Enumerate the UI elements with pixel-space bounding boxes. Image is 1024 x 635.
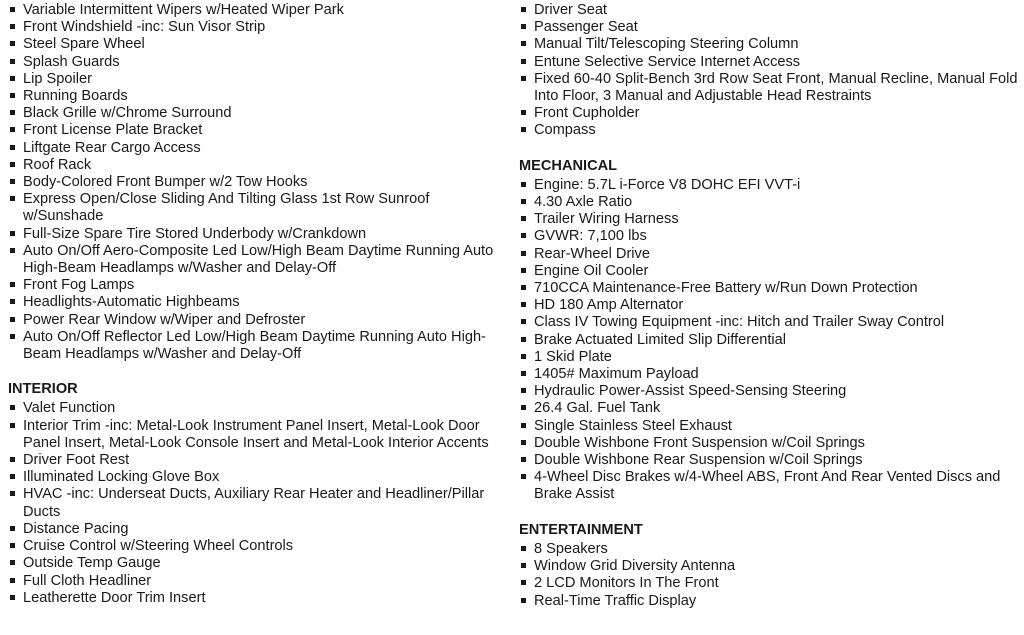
list-item-text: 710CCA Maintenance-Free Battery w/Run Down Protection [534,280,918,297]
list-item [8,88,508,105]
list-item-text: Cruise Control w/Steering Wheel Controls [23,538,294,555]
list-item-text: Liftgate Rear Cargo Access [23,139,201,156]
bullet-icon [10,491,15,496]
list-item-text: Front License Plate Bracket [23,122,203,139]
list-item-text: Front Cupholder [534,105,640,122]
list-item [8,521,508,538]
bullet-icon [521,440,526,445]
bullet-icon [521,388,526,393]
bullet-icon [10,7,15,12]
interior-list [8,400,508,606]
list-item [8,329,508,363]
bullet-icon [521,127,526,132]
list-item [519,246,1019,263]
bullet-icon [521,216,526,221]
bullet-icon [10,282,15,287]
list-item [519,575,1019,592]
list-item-text: Power Rear Window w/Wiper and Defroster [23,311,306,328]
bullet-icon [10,76,15,81]
list-item-text: Engine: 5.7L i-Force V8 DOHC EFI VVT-i [534,176,801,193]
list-item [8,555,508,572]
list-item-text: Brake Actuated Limited Slip Differential [534,331,787,348]
bullet-icon [10,41,15,46]
list-item-text: Lip Spoiler [23,70,92,87]
bullet-icon [10,110,15,115]
list-item [8,2,508,19]
list-item-text: 1 Skid Plate [534,348,612,365]
list-item-text: Roof Rack [23,156,92,173]
list-item [8,573,508,590]
bullet-icon [521,580,526,585]
list-item [519,54,1019,71]
bullet-icon [10,145,15,150]
list-item-text: HVAC -inc: Underseat Ducts, Auxiliary Rear Heater and Headliner/Pillar Ducts [23,486,485,520]
list-item [519,297,1019,314]
list-item-text: Body-Colored Front Bumper w/2 Tow Hooks [23,174,308,191]
bullet-icon [10,457,15,462]
list-item [519,452,1019,469]
list-item [519,593,1019,610]
section-gap [519,504,1019,522]
bullet-icon [10,299,15,304]
list-item [8,243,508,277]
list-item [8,122,508,139]
list-item-text: Driver Foot Rest [23,452,130,469]
bullet-icon [10,474,15,479]
bullet-icon [521,405,526,410]
list-item-text: Double Wishbone Rear Suspension w/Coil Springs [534,452,863,469]
list-item [8,174,508,191]
list-item-text: Full-Size Spare Tire Stored Underbody w/Crankdown [23,225,367,242]
bullet-icon [521,423,526,428]
list-item [519,383,1019,400]
list-item-text: HD 180 Amp Alternator [534,297,684,314]
list-item [519,194,1019,211]
list-item-text: Distance Pacing [23,520,129,537]
mechanical-list [519,177,1019,504]
list-item-text: Auto On/Off Reflector Led Low/High Beam Daytime Running Auto High-Beam Headlamps w/Washer and Delay-Off [23,328,486,363]
list-item-text: GVWR: 7,100 lbs [534,228,647,245]
list-item [8,486,508,520]
list-item-text: Variable Intermittent Wipers w/Heated Wiper Park [23,2,344,18]
bullet-icon [10,24,15,29]
bullet-icon [521,251,526,256]
list-item-text: Auto On/Off Aero-Composite Led Low/High Beam Daytime Running Auto High-Beam Headlamps w/Washer and Delay-Off [23,242,494,277]
bullet-icon [521,474,526,479]
bullet-icon [521,182,526,187]
bullet-icon [10,595,15,600]
list-item-text: Class IV Towing Equipment -inc: Hitch and Trailer Sway Control [534,314,945,331]
list-item [8,312,508,329]
list-item-text: Splash Guards [23,53,120,70]
list-item [519,541,1019,558]
mechanical-heading: MECHANICAL [519,157,618,174]
list-item [519,314,1019,331]
list-item-text: Fixed 60-40 Split-Bench 3rd Row Seat Front, Manual Recline, Manual Fold Into Floor, 3 Manual and Adjustable Head Restraints [534,70,1018,105]
bullet-icon [521,319,526,324]
left-column [8,0,508,607]
list-item-text: Compass [534,122,596,139]
list-item-text: Hydraulic Power-Assist Speed-Sensing Steering [534,383,847,400]
list-item [519,2,1019,19]
list-item-text: 4-Wheel Disc Brakes w/4-Wheel ABS, Front And Rear Vented Discs and Brake Assist [534,469,1001,503]
bullet-icon [521,546,526,551]
bullet-icon [10,196,15,201]
list-item-text: Running Boards [23,88,128,105]
list-item-text: Rear-Wheel Drive [534,245,650,262]
bullet-icon [10,127,15,132]
list-item-text: Engine Oil Cooler [534,262,649,279]
list-item-text: Outside Temp Gauge [23,555,161,572]
entertainment-list [519,541,1019,610]
list-item-text: Full Cloth Headliner [23,572,152,589]
list-item [8,191,508,225]
list-item [8,294,508,311]
list-item [8,140,508,157]
bullet-icon [10,317,15,322]
entertainment-heading: ENTERTAINMENT [519,521,643,538]
seating-list [519,2,1019,140]
list-item [519,228,1019,245]
section-gap [8,363,508,381]
list-item-text: 1405# Maximum Payload [534,366,699,383]
list-item [8,54,508,71]
list-item-text: Manual Tilt/Telescoping Steering Column [534,36,799,53]
bullet-icon [10,59,15,64]
bullet-icon [10,248,15,253]
list-item [8,226,508,243]
list-item-text: 4.30 Axle Ratio [534,194,633,211]
bullet-icon [521,233,526,238]
list-item [8,36,508,53]
list-item-text: Window Grid Diversity Antenna [534,558,736,575]
bullet-icon [10,543,15,548]
bullet-icon [521,268,526,273]
list-item-text: 26.4 Gal. Fuel Tank [534,400,661,417]
list-item-text: Driver Seat [534,2,607,18]
exterior-list [8,2,508,363]
bullet-icon [10,578,15,583]
bullet-icon [10,93,15,98]
list-item [519,71,1019,105]
list-item [8,538,508,555]
list-item-text: Black Grille w/Chrome Surround [23,105,232,122]
bullet-icon [521,598,526,603]
bullet-icon [10,423,15,428]
list-item [8,105,508,122]
list-item-text: Leatherette Door Trim Insert [23,589,206,606]
list-item [519,211,1019,228]
list-item [519,366,1019,383]
bullet-icon [10,179,15,184]
bullet-icon [521,337,526,342]
list-item [519,400,1019,417]
list-item [519,280,1019,297]
bullet-icon [521,59,526,64]
bullet-icon [521,302,526,307]
list-item-text: Headlights-Automatic Highbeams [23,294,240,311]
bullet-icon [521,7,526,12]
list-item [519,332,1019,349]
list-item [519,263,1019,280]
list-item [8,400,508,417]
bullet-icon [10,560,15,565]
list-item [8,19,508,36]
bullet-icon [521,285,526,290]
bullet-icon [10,526,15,531]
list-item-text: Front Fog Lamps [23,277,135,294]
list-item-text: Valet Function [23,400,116,417]
list-item-text: Steel Spare Wheel [23,36,145,53]
right-column [519,0,1019,610]
list-item [8,418,508,452]
list-item [8,469,508,486]
interior-heading: INTERIOR [8,381,78,398]
section-gap [519,140,1019,158]
bullet-icon [10,231,15,236]
list-item [519,19,1019,36]
bullet-icon [521,110,526,115]
list-item [8,277,508,294]
list-item [519,435,1019,452]
bullet-icon [521,457,526,462]
list-item [519,36,1019,53]
list-item-text: Illuminated Locking Glove Box [23,469,220,486]
bullet-icon [521,24,526,29]
list-item [8,590,508,607]
bullet-icon [521,354,526,359]
list-item-text: Single Stainless Steel Exhaust [534,417,732,434]
bullet-icon [10,405,15,410]
list-item [8,71,508,88]
list-item [519,122,1019,139]
list-item [519,418,1019,435]
bullet-icon [10,162,15,167]
list-item-text: Express Open/Close Sliding And Tilting Glass 1st Row Sunroof w/Sunshade [23,191,430,225]
list-item-text: 8 Speakers [534,540,608,557]
list-item [8,157,508,174]
list-item-text: Front Windshield -inc: Sun Visor Strip [23,19,266,36]
list-item [519,349,1019,366]
list-item [519,177,1019,194]
list-item-text: Double Wishbone Front Suspension w/Coil Springs [534,434,865,451]
list-item [519,469,1019,503]
bullet-icon [521,76,526,81]
list-item-text: Interior Trim -inc: Metal-Look Instrument Panel Insert, Metal-Look Door Panel Insert, Metal-Look Console Insert and Metal-Look Interior Accents [23,417,489,451]
list-item [8,452,508,469]
list-item-text: Trailer Wiring Harness [534,211,679,228]
bullet-icon [10,334,15,339]
bullet-icon [521,41,526,46]
list-item [519,105,1019,122]
list-item-text: Real-Time Traffic Display [534,592,697,609]
list-item-text: 2 LCD Monitors In The Front [534,575,719,592]
bullet-icon [521,371,526,376]
bullet-icon [521,199,526,204]
bullet-icon [521,563,526,568]
list-item [519,558,1019,575]
list-item-text: Passenger Seat [534,19,638,36]
list-item-text: Entune Selective Service Internet Access [534,53,801,70]
